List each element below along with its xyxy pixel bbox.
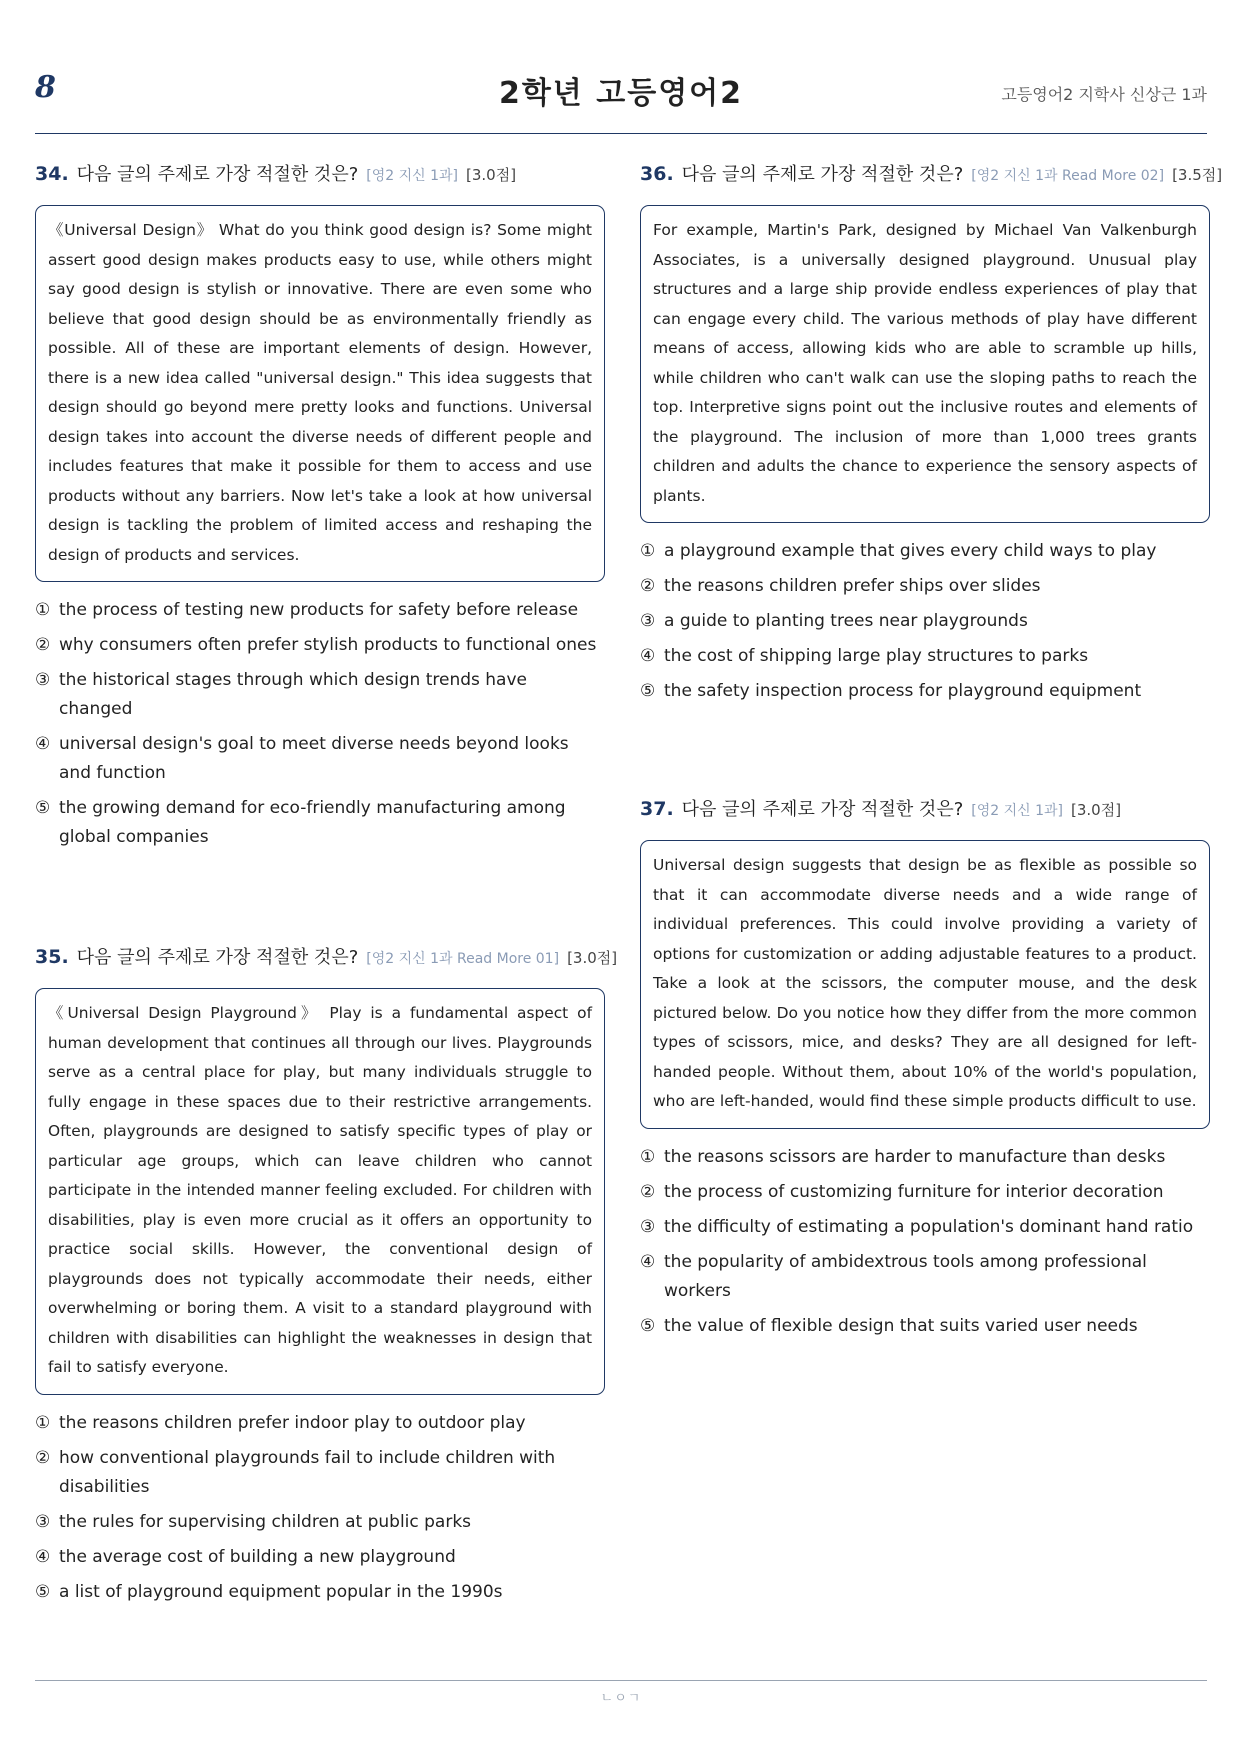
answer-option[interactable] (35, 794, 605, 852)
option-number: ③ (640, 611, 656, 631)
option-number: ② (640, 1181, 656, 1202)
option-text: a list of playground equipment popular in the 1990s (59, 1581, 503, 1602)
answer-option[interactable] (640, 1248, 1210, 1306)
question-prompt: 다음 글의 주제로 가장 적절한 것은? (76, 164, 359, 185)
option-number: ④ (640, 646, 656, 666)
answer-option[interactable] (640, 537, 1210, 566)
option-text: a playground example that gives every child ways to play (664, 541, 1157, 561)
answer-option[interactable] (35, 596, 605, 625)
answer-option[interactable] (640, 1213, 1210, 1242)
answer-option[interactable] (35, 1543, 605, 1572)
option-text: the safety inspection process for playground equipment (664, 681, 1142, 701)
option-number: ② (35, 1447, 51, 1468)
option-number: ③ (640, 1216, 656, 1237)
option-number: ① (640, 1146, 656, 1167)
question-source: [영2 지신 1과] (366, 168, 459, 184)
answer-options (35, 1409, 605, 1607)
answer-option[interactable] (640, 677, 1210, 706)
option-number: ③ (35, 670, 51, 690)
answer-option[interactable] (640, 1178, 1210, 1207)
option-text: the rules for supervising children at public parks (59, 1511, 472, 1532)
question-36 (640, 160, 1223, 712)
answer-option[interactable] (35, 1409, 605, 1438)
answer-options (640, 537, 1210, 706)
answer-option[interactable] (35, 1578, 605, 1607)
option-text: how conventional playgrounds fail to include children with disabilities (59, 1447, 556, 1497)
answer-option[interactable] (35, 631, 605, 660)
option-text: the average cost of building a new playground (59, 1546, 456, 1567)
option-text: the growing demand for eco-friendly manufacturing among global companies (59, 798, 566, 847)
option-text: the value of flexible design that suits varied user needs (664, 1315, 1138, 1336)
option-number: ④ (35, 734, 51, 754)
answer-option[interactable] (35, 666, 605, 724)
option-text: the historical stages through which design trends have changed (59, 670, 527, 719)
question-points: [3.5점] (1172, 166, 1223, 184)
option-text: the popularity of ambidextrous tools among professional workers (664, 1251, 1147, 1301)
question-points: [3.0점] (567, 949, 618, 967)
question-prompt: 다음 글의 주제로 가장 적절한 것은? (681, 799, 964, 820)
option-text: why consumers often prefer stylish products to functional ones (59, 635, 597, 655)
answer-option[interactable] (640, 572, 1210, 601)
question-37 (640, 795, 1210, 1347)
question-points: [3.0점] (466, 166, 517, 184)
answer-option[interactable] (35, 730, 605, 788)
option-number: ④ (35, 1546, 51, 1567)
option-text: the difficulty of estimating a population's dominant hand ratio (664, 1216, 1194, 1237)
option-number: ④ (640, 1251, 656, 1272)
option-text: a guide to planting trees near playgrounds (664, 611, 1028, 631)
option-text: the cost of shipping large play structures to parks (664, 646, 1089, 666)
footer-rule (35, 1680, 1207, 1681)
answer-option[interactable] (640, 1143, 1210, 1172)
option-text: universal design's goal to meet diverse needs beyond looks and function (59, 734, 569, 783)
option-text: the reasons children prefer ships over slides (664, 576, 1041, 596)
question-header (35, 943, 618, 969)
option-number: ① (640, 541, 656, 561)
option-number: ① (35, 600, 51, 620)
option-text: the process of customizing furniture for interior decoration (664, 1181, 1164, 1202)
option-number: ⑤ (640, 1315, 656, 1336)
option-number: ① (35, 1412, 51, 1433)
answer-options (640, 1143, 1210, 1341)
footer-mark: ㄴㅇㄱ (600, 1691, 642, 1706)
option-number: ⑤ (35, 1581, 51, 1602)
question-34 (35, 160, 605, 858)
question-number: 37. (640, 798, 674, 820)
answer-option[interactable] (35, 1508, 605, 1537)
option-text: the process of testing new products for safety before release (59, 600, 579, 620)
passage-box: 《Universal Design Playground》 Play is a fundamental aspect of human development that continues all through our lives. Playgrounds serve as a central place for play, but many individuals struggle to fully engage in these spaces due to their restrictive arrangements. Often, playgrounds are designed to satisfy specific types of play or particular age groups, which can leave children who cannot participate in the intended manner feeling excluded. For children with disabilities, play is even more crucial as it offers an opportunity to practice social skills. However, the conventional design of playgrounds does not typically accommodate their needs, either overwhelming or boring them. A visit to a standard playground with children with disabilities can highlight the weaknesses in design that fail to satisfy everyone. (35, 988, 605, 1395)
option-number: ⑤ (35, 798, 51, 818)
question-source: [영2 지신 1과 Read More 01] (366, 951, 560, 967)
question-prompt: 다음 글의 주제로 가장 적절한 것은? (76, 947, 359, 968)
option-number: ② (35, 635, 51, 655)
answer-option[interactable] (35, 1444, 605, 1502)
question-35 (35, 943, 618, 1613)
answer-option[interactable] (640, 607, 1210, 636)
page-number: 8 (35, 70, 56, 105)
option-number: ② (640, 576, 656, 596)
header-rule (35, 133, 1207, 134)
passage-box: Universal design suggests that design be as flexible as possible so that it can accommodate diverse needs and a wide range of individual preferences. This could involve providing a variety of options for customization or adding adjustable features to a product. Take a look at the scissors, the computer mouse, and the desk pictured below. Do you notice how they differ from the more common types of scissors, mice, and desks? They are all designed for left-handed people. Without them, about 10% of the world's population, who are left-handed, would find these simple products difficult to use. (640, 840, 1210, 1129)
question-source: [영2 지신 1과 Read More 02] (971, 168, 1165, 184)
passage-box: For example, Martin's Park, designed by Michael Van Valkenburgh Associates, is a universally designed playground. Unusual play structures and a large ship provide endless experiences of play that can engage every child. The various methods of play have different means of access, allowing kids who are able to scramble up hills, while children who can't walk can use the sloping paths to reach the top. Interpretive signs point out the inclusive routes and elements of the playground. The inclusion of more than 1,000 trees grants children and adults the chance to experience the sensory aspects of plants. (640, 205, 1210, 523)
question-prompt: 다음 글의 주제로 가장 적절한 것은? (681, 164, 964, 185)
question-number: 35. (35, 946, 69, 968)
answer-option[interactable] (640, 642, 1210, 671)
question-number: 36. (640, 163, 674, 185)
question-number: 34. (35, 163, 69, 185)
question-header (640, 795, 1210, 821)
option-text: the reasons children prefer indoor play to outdoor play (59, 1412, 526, 1433)
option-number: ③ (35, 1511, 51, 1532)
question-header (35, 160, 605, 186)
page-title: 2학년 고등영어2 (498, 76, 744, 111)
question-header (640, 160, 1223, 186)
question-points: [3.0점] (1071, 801, 1122, 819)
option-number: ⑤ (640, 681, 656, 701)
question-source: [영2 지신 1과] (971, 803, 1064, 819)
option-text: the reasons scissors are harder to manufacture than desks (664, 1146, 1166, 1167)
passage-box: 《Universal Design》 What do you think good design is? Some might assert good design makes products easy to use, while others might say good design is stylish or innovative. There are even some who believe that good design should be as environmentally friendly as possible. All of these are important elements of design. However, there is a new idea called "universal design." This idea suggests that design should go beyond mere pretty looks and functions. Universal design takes into account the diverse needs of different people and includes features that make it possible for them to access and use products without any barriers. Now let's take a look at how universal design is tackling the problem of limited access and reshaping the design of products and services. (35, 205, 605, 582)
page-subject: 고등영어2 지학사 신상근 1과 (1001, 85, 1207, 104)
answer-options (35, 596, 605, 852)
answer-option[interactable] (640, 1312, 1210, 1341)
